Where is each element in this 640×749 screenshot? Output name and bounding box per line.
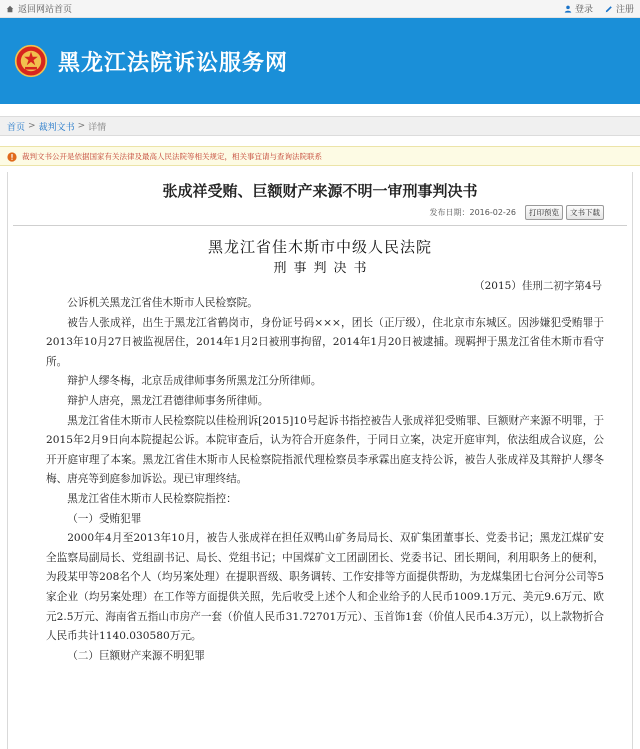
- pencil-icon: [605, 5, 613, 13]
- document-type: 刑事判决书: [273, 261, 374, 276]
- case-number: （2015）佳刑二初字第4号: [474, 280, 602, 292]
- breadcrumb-separator: >: [77, 121, 86, 131]
- site-header: [0, 18, 640, 104]
- login-label[interactable]: 登录: [574, 5, 593, 15]
- notice-text: 裁判文书公开是依据国家有关法律及最高人民法院等相关规定，相关事宜请与查询法院联系: [22, 151, 322, 161]
- home-link[interactable]: [6, 2, 72, 15]
- site-title[interactable]: 黑龙江法院诉讼服务网: [58, 50, 289, 76]
- document-title: 张成祥受贿、巨额财产来源不明一审刑事判决书: [162, 182, 478, 200]
- paragraph: 辩护人唐亮，黑龙江君德律师事务所律师。: [67, 394, 269, 407]
- paragraph: 被告人张成祥，出生于黑龙江省鹤岗市，身份证号码×××，团长（正厅级），住北京市东城区。因涉嫌犯受贿罪于2013年10月27日被监视居住，2014年1月2日被刑事拘留，2014年1月20日被逮捕。现羁押于黑龙江省佳木斯市看守所。: [46, 316, 604, 368]
- paragraph: 辩护人缪冬梅，北京岳成律师事务所黑龙江分所律师。: [67, 375, 322, 388]
- section-heading: （一）受贿犯罪: [67, 512, 142, 525]
- register-label[interactable]: 注册: [615, 5, 634, 15]
- publish-date-value: 2016-02-26: [469, 207, 516, 217]
- disclaimer-notice: [0, 146, 640, 166]
- section-heading: （二）巨额财产来源不明犯罪: [67, 649, 205, 662]
- register-link[interactable]: [605, 2, 634, 15]
- document-meta: [8, 204, 632, 220]
- paragraph: 黑龙江省佳木斯市人民检察院指控：: [67, 492, 237, 505]
- breadcrumb-current: 详情: [88, 122, 107, 133]
- user-icon: [564, 5, 572, 13]
- download-button[interactable]: 文书下载: [566, 205, 604, 220]
- breadcrumb-home[interactable]: 首页: [7, 122, 26, 133]
- login-link[interactable]: [564, 2, 593, 15]
- print-preview-button[interactable]: 打印预览: [525, 205, 563, 220]
- publish-date-label: 发布日期：: [429, 207, 470, 217]
- home-link-label[interactable]: 返回网站首页: [18, 5, 73, 15]
- breadcrumb: [0, 116, 640, 136]
- document-body: [8, 294, 632, 666]
- document-panel: [7, 172, 633, 749]
- top-bar: [0, 0, 640, 18]
- paragraph: 黑龙江省佳木斯市人民检察院以佳检刑诉[2015]10号起诉书指控被告人张成祥犯受贿罪、巨额财产来源不明罪，于2015年2月9日向本院提起公诉。本院审查后，认为符合开庭条件，于同日立案，决定开庭审判，依法组成合议庭，公开开庭审理了本案。黑龙江省佳木斯市人民检察院指派代理检察员李承霖出庭支持公诉，被告人张成祥及其辩护人缪冬梅、唐亮等到庭参加诉讼。现已审理终结。: [46, 414, 604, 486]
- paragraph: 2000年4月至2013年10月，被告人张成祥在担任双鸭山矿务局局长、双矿集团董事长、党委书记；黑龙江煤矿安全监察局副局长、党组副书记、局长、党组书记；中国煤矿文工团副团长、党委书记、团长期间，利用职务上的便利，为段某甲等208名个人（均另案处理）在提职晋级、职务调转、工作安排等方面提供帮助，为龙煤集团七台河分公司等5家企业（均另案处理）在工作等方面提供关照，先后收受上述个人和企业给予的人民币1009.1万元、美元9.6万元、欧元2.5万元、海南省五指山市房产一套（价值人民币31.72701万元）、玉首饰1套（价值人民币4.3万元），以上款物折合人民币共计1140.030580万元。: [46, 532, 604, 643]
- divider: [13, 225, 627, 226]
- home-icon: [6, 5, 14, 13]
- court-emblem-icon: [14, 44, 48, 78]
- breadcrumb-section[interactable]: 裁判文书: [38, 122, 75, 133]
- publish-date: [430, 207, 517, 218]
- breadcrumb-separator: >: [28, 121, 36, 131]
- paragraph: 公诉机关黑龙江省佳木斯市人民检察院。: [67, 297, 258, 309]
- info-icon: [7, 152, 17, 162]
- court-name: 黑龙江省佳木斯市中级人民法院: [207, 238, 432, 256]
